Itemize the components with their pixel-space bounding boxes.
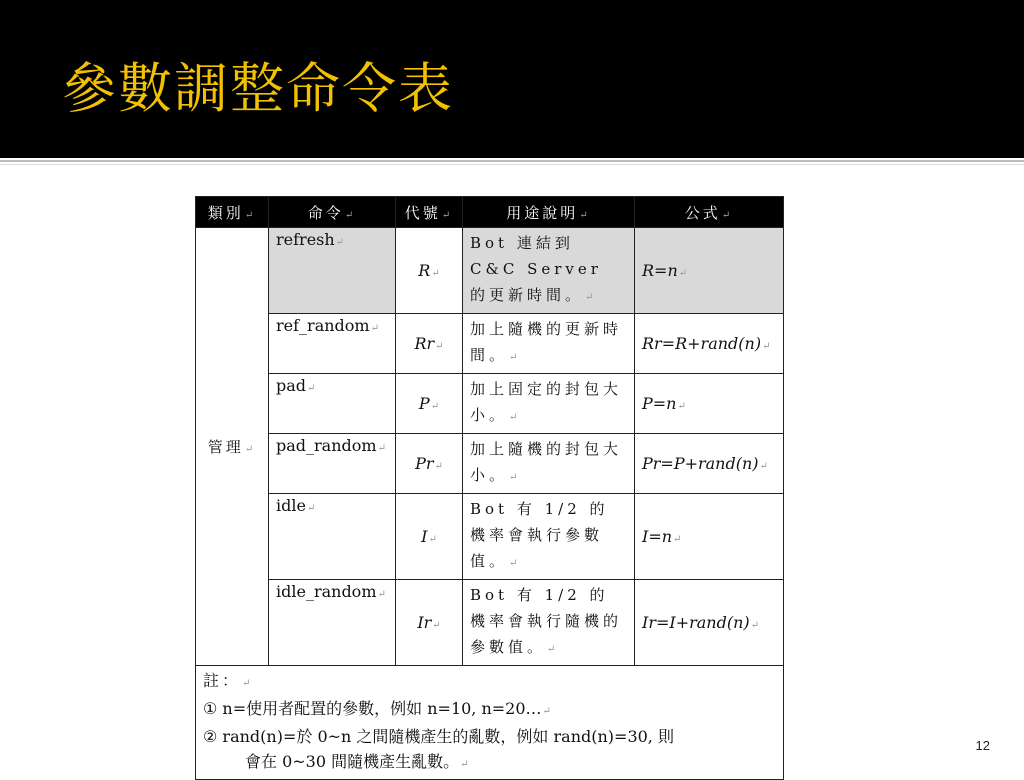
header-code: 代號↵ [396, 197, 463, 228]
description-cell: Bot 有 1/2 的機率會執行參數值。↵ [463, 494, 635, 580]
description-cell: 加上隨機的更新時間。↵ [463, 314, 635, 374]
formula-cell: I=n↵ [635, 494, 784, 580]
command-cell: pad_random↵ [269, 434, 396, 494]
table-header-row [196, 197, 784, 228]
formula-cell: Rr=R+rand(n)↵ [635, 314, 784, 374]
title-bar [0, 0, 1024, 158]
title-divider-thin [0, 164, 1024, 165]
header-command: 命令↵ [269, 197, 396, 228]
table-row [196, 580, 784, 666]
command-cell: ref_random↵ [269, 314, 396, 374]
formula-cell: Ir=I+rand(n)↵ [635, 580, 784, 666]
note-item: ② rand(n)=於 0~n 之間隨機產生的亂數，例如 rand(n)=30, 則 [203, 727, 674, 746]
notes-label: 註：↵ [203, 671, 251, 690]
command-cell: refresh↵ [269, 228, 396, 314]
header-formula: 公式↵ [635, 197, 784, 228]
table-row [196, 434, 784, 494]
note-continuation: 會在 0~30 間隨機產生亂數。↵ [245, 752, 469, 771]
command-cell: pad↵ [269, 374, 396, 434]
command-cell: idle_random↵ [269, 580, 396, 666]
formula-cell: Pr=P+rand(n)↵ [635, 434, 784, 494]
formula-cell: P=n↵ [635, 374, 784, 434]
table-row [196, 228, 784, 314]
table-row [196, 494, 784, 580]
code-cell: Pr↵ [396, 434, 463, 494]
notes-cell [196, 666, 784, 780]
description-cell: 加上隨機的封包大小。↵ [463, 434, 635, 494]
code-cell: R↵ [396, 228, 463, 314]
formula-cell: R=n↵ [635, 228, 784, 314]
table-row [196, 314, 784, 374]
header-category: 類別↵ [196, 197, 269, 228]
slide-title: 參數調整命令表 [62, 57, 454, 120]
page-number: 12 [975, 738, 990, 753]
command-cell: idle↵ [269, 494, 396, 580]
header-description: 用途說明↵ [463, 197, 635, 228]
command-table [195, 196, 784, 780]
code-cell: Ir↵ [396, 580, 463, 666]
description-cell: Bot 連結到 C&C Server 的更新時間。↵ [463, 228, 635, 314]
title-divider [0, 160, 1024, 162]
notes-row [196, 666, 784, 780]
table-row [196, 374, 784, 434]
category-cell: 管理↵ [196, 228, 269, 666]
description-cell: 加上固定的封包大小。↵ [463, 374, 635, 434]
code-cell: I↵ [396, 494, 463, 580]
note-item: ① n=使用者配置的參數，例如 n=10, n=20…↵ [203, 699, 551, 718]
description-cell: Bot 有 1/2 的機率會執行隨機的參數值。↵ [463, 580, 635, 666]
code-cell: P↵ [396, 374, 463, 434]
code-cell: Rr↵ [396, 314, 463, 374]
